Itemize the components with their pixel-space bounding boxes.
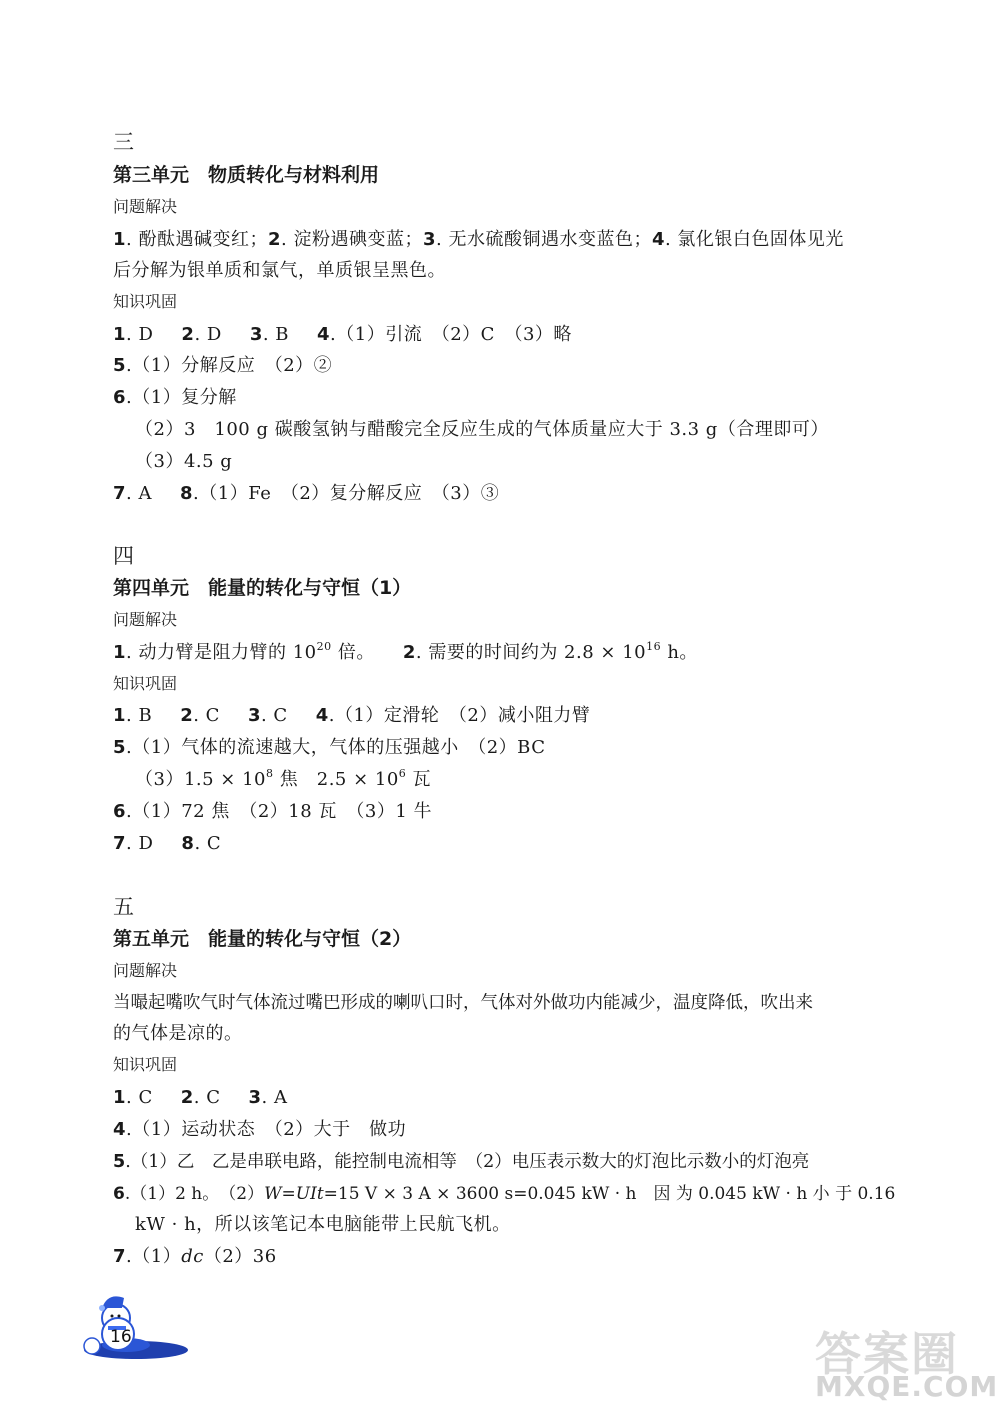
watermark-logo-text: 答案圈: [815, 1327, 959, 1381]
answer-line: 1. 酚酞遇碱变红；2. 淀粉遇碘变蓝；3. 无水硫酸铜遇水变蓝色；4. 氯化银白色固体见光: [113, 229, 844, 250]
answer-line: 6.（1）2 h。 （2）W=UIt=15 V × 3 A × 3600 s=0.045 kW · h 因 为 0.045 kW · h 小 于 0.16: [113, 1184, 896, 1204]
answer-line: 5.（1）乙 乙是串联电路，能控制电流相等 （2）电压表示数大的灯泡比示数小的灯泡亮: [113, 1152, 810, 1172]
watermark-url: MXQE.COM: [815, 1370, 999, 1403]
answer-line: （2）3 100 g 碳酸氢钠与醋酸完全反应生成的气体质量应大于 3.3 g（合理即可）: [135, 419, 829, 440]
page-number: 16: [110, 1327, 132, 1347]
problem-solving-label: 问题解决: [113, 197, 178, 216]
answer-line: 7. D 8. C: [113, 833, 222, 854]
knowledge-label: 知识巩固: [113, 674, 178, 693]
site-watermark: [815, 1318, 999, 1410]
knowledge-label: 知识巩固: [113, 1055, 178, 1074]
answer-line: 5.（1）气体的流速越大，气体的压强越小 （2）BC: [113, 737, 546, 758]
answer-line: 6.（1）复分解: [113, 387, 237, 408]
section-number: 三: [113, 130, 134, 154]
unit-title: 第三单元 物质转化与材料利用: [113, 164, 380, 186]
answer-line: 的气体是凉的。: [113, 1023, 243, 1044]
answer-line: 1. 动力臂是阻力臂的 $10^{20}$ 倍。 2. 需要的时间约为 $2.8 \times 10^{16}$ h。: [113, 640, 698, 663]
unit-title: 第四单元 能量的转化与守恒（1）: [113, 577, 412, 599]
answer-line: 7. A 8.（1）Fe （2）复分解反应 （3）③: [113, 483, 500, 504]
section-number: 四: [113, 544, 134, 568]
answer-line: 5.（1）分解反应 （2）②: [113, 355, 333, 376]
answer-line: 6.（1）72 焦 （2）18 瓦 （3）1 牛: [113, 801, 433, 822]
section-number: 五: [113, 895, 134, 919]
answer-line: 7.（1）dc（2）36: [113, 1246, 277, 1267]
problem-solving-label: 问题解决: [113, 610, 178, 629]
knowledge-label: 知识巩固: [113, 292, 178, 311]
snowman-page-decoration: [78, 1288, 188, 1360]
problem-solving-label: 问题解决: [113, 961, 178, 980]
answer-line: kW · h，所以该笔记本电脑能带上民航飞机。: [135, 1214, 511, 1235]
answer-line: 后分解为银单质和氯气，单质银呈黑色。: [113, 260, 446, 281]
answer-line: 1. D 2. D 3. B 4.（1）引流 （2）C （3）略: [113, 324, 572, 345]
answer-line: 1. B 2. C 3. C 4.（1）定滑轮 （2）减小阻力臂: [113, 705, 591, 726]
answer-line: 4.（1）运动状态 （2）大于 做功: [113, 1119, 407, 1140]
answer-line: （3）4.5 g: [135, 451, 233, 472]
answer-line: $(3)1.5 \times 10^8$ 焦 $2.5 \times 10^6$ 瓦: [135, 767, 432, 790]
answer-line: 当嘬起嘴吹气时气体流过嘴巴形成的喇叭口时，气体对外做功内能减少，温度降低，吹出来: [113, 993, 813, 1013]
unit-title: 第五单元 能量的转化与守恒（2）: [113, 928, 412, 950]
answer-line: 1. C 2. C 3. A: [113, 1087, 288, 1108]
